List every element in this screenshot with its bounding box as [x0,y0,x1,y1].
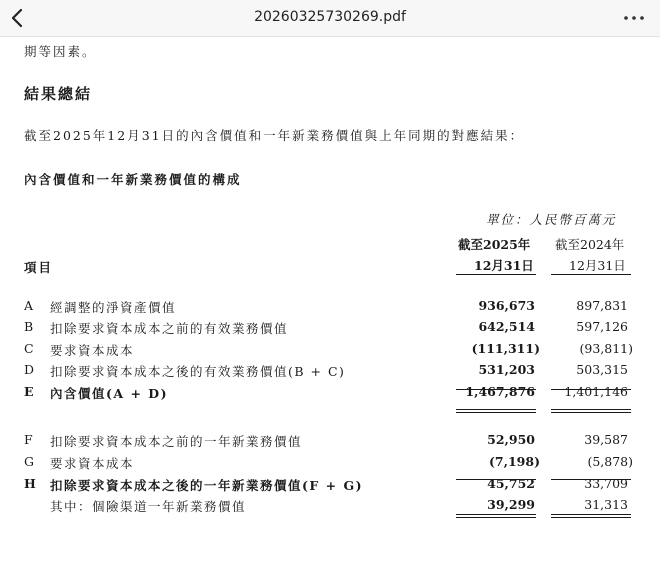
row-label: 要求資本成本 [50,456,135,471]
value-2025: 39,299 [487,497,535,512]
row-label: 扣除要求資本成本之後的一年新業務價值(F + G) [50,478,364,493]
row-label: 內含價值(A + D) [50,386,169,401]
col-2025-header-underline [456,274,536,275]
subtotal-line-2024 [551,389,631,390]
nbv-subtotal-line-2025 [456,479,536,480]
value-2025: (7,198) [489,454,540,469]
row-label: 要求資本成本 [50,343,135,358]
unit-label: 單位：人民幣百萬元 [486,212,617,227]
value-2024: 39,587 [584,432,628,447]
final-line-2024-b [551,517,631,518]
value-2025: (111,311) [471,341,540,356]
total-line-2024-a [551,409,631,410]
value-2024: 1,401,146 [564,384,628,399]
total-line-2025-b [456,412,536,413]
document-title: 20260325730269.pdf [254,9,406,25]
row-code: G [24,454,36,469]
final-line-2025-b [456,517,536,518]
value-2024: 897,831 [576,298,628,313]
row-label: 其中：個險渠道一年新業務價值 [50,499,247,514]
value-2024: 503,315 [576,362,628,377]
col-2024-header-line2: 12月31日 [569,258,626,273]
value-2024: 31,313 [584,497,628,512]
value-2024: 597,126 [576,319,628,334]
final-line-2025-a [456,514,536,515]
value-2025: 1,467,876 [465,384,535,399]
top-bar [0,0,660,37]
value-2025: 45,752 [487,476,535,491]
row-label: 扣除要求資本成本之前的一年新業務價值 [50,434,303,449]
value-2025: 531,203 [478,362,535,377]
row-label: 經調整的淨資產價值 [50,300,177,315]
value-2025: 642,514 [478,319,535,334]
value-2025: 936,673 [478,298,535,313]
row-code: H [24,476,38,491]
row-label: 扣除要求資本成本之前的有效業務價值 [50,321,289,336]
col-2025-header-line1: 截至2025年 [458,237,531,252]
intro-paragraph: 截至2025年12月31日的內含價值和一年新業務價值與上年同期的對應結果： [24,128,525,143]
item-column-header: 項目 [24,260,54,275]
section-title: 結果總結 [24,85,93,103]
col-2025-header-line2: 12月31日 [474,258,534,273]
value-2024: (93,811) [579,341,633,356]
pdf-page[interactable] [0,37,660,562]
nbv-subtotal-line-2024 [551,479,631,480]
table-title: 內含價值和一年新業務價值的構成 [24,172,242,187]
total-line-2025-a [456,409,536,410]
col-2024-header-underline [551,274,631,275]
value-2024: (5,878) [587,454,633,469]
row-label: 扣除要求資本成本之後的有效業務價值(B + C) [50,364,346,379]
row-code: B [24,319,35,334]
row-code: A [24,298,35,313]
value-2024: 33,709 [584,476,628,491]
total-line-2024-b [551,412,631,413]
final-line-2024-a [551,514,631,515]
row-code: F [24,432,35,447]
value-2025: 52,950 [487,432,535,447]
row-code: E [24,384,36,399]
subtotal-line-2025 [456,389,536,390]
more-dots-icon[interactable] [622,8,646,28]
col-2024-header-line1: 截至2024年 [555,237,625,252]
row-code: C [24,341,36,356]
previous-page-line: 期等因素。 [24,44,97,59]
row-code: D [24,362,36,377]
